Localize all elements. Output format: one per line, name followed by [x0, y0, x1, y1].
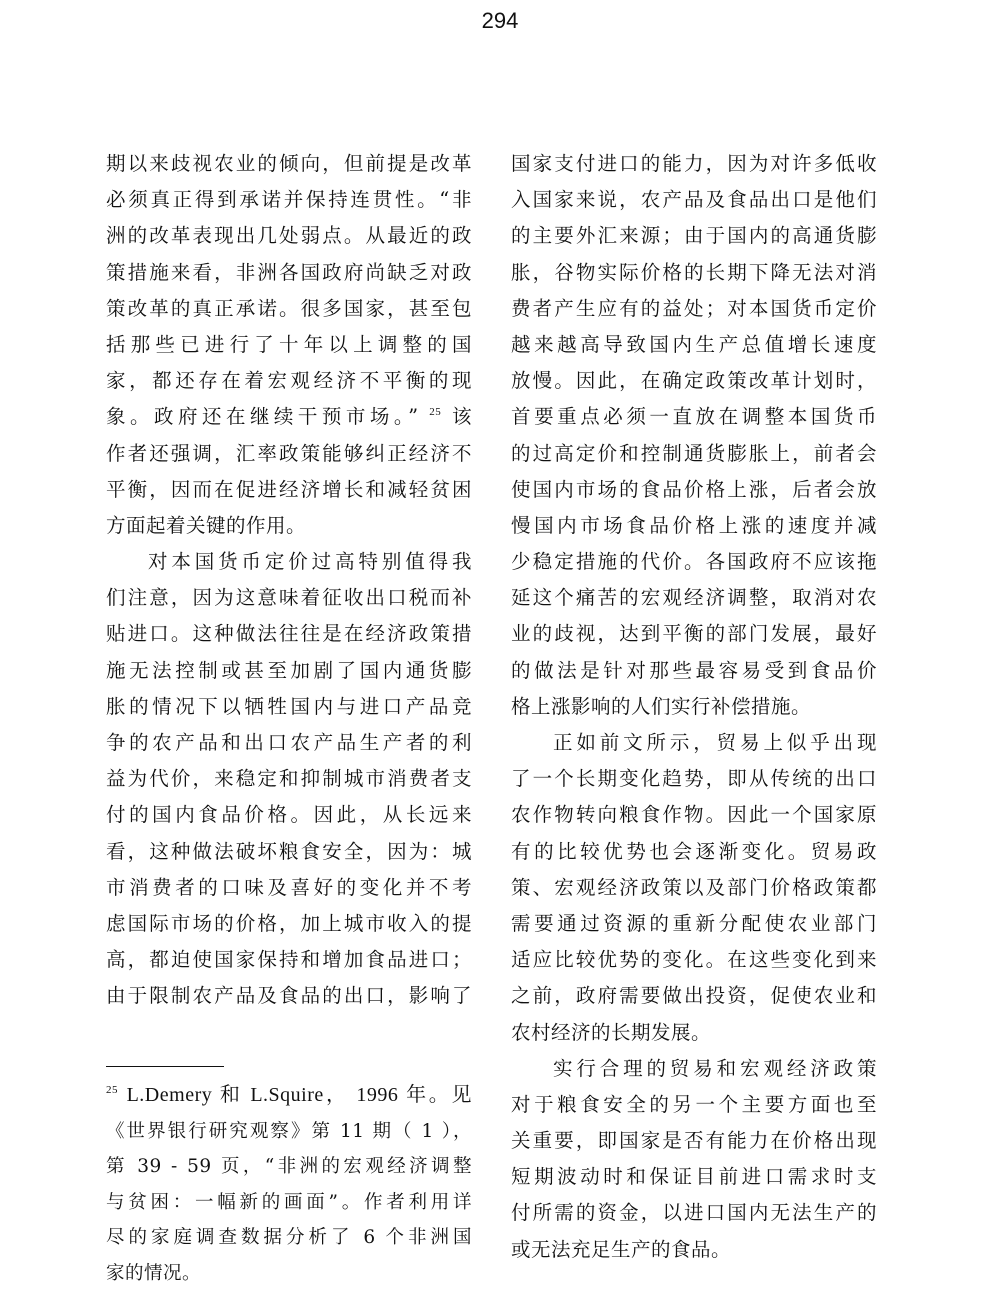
footnote-line: 与贫困：一幅新的画面”。作者利用详	[106, 1191, 472, 1213]
footnote-line: 第 39 - 59 页，“非洲的宏观经济调整	[106, 1156, 472, 1178]
text-line: 看，这种做法破坏粮食安全，因为：城	[106, 839, 472, 863]
text-line: 贴进口。这种做法往往是在经济政策措	[106, 622, 472, 646]
text-line: 放慢。因此，在确定政策改革计划时，	[511, 369, 877, 393]
text-line: 的做法是针对那些最容易受到食品价	[511, 658, 877, 682]
text-line: 虑国际市场的价格，加上城市收入的提	[106, 911, 472, 935]
text-line: 胀，谷物实际价格的长期下降无法对消	[511, 260, 877, 284]
text-line: 括那些已进行了十年以上调整的国	[106, 332, 472, 356]
paragraph-start-line: 正如前文所示，贸易上似乎出现	[553, 731, 877, 754]
text-line: 业的歧视，达到平衡的部门发展，最好	[511, 622, 877, 646]
text-line: 平衡，因而在促进经济增长和减轻贫困	[106, 477, 472, 501]
text-line: 市消费者的口味及喜好的变化并不考	[106, 875, 472, 899]
text-line: 的主要外汇来源；由于国内的高通货膨	[511, 224, 877, 248]
paragraph-start-line: 实行合理的贸易和宏观经济政策	[553, 1056, 877, 1080]
text-line: 格上涨影响的人们实行补偿措施。	[511, 694, 812, 718]
text-line: 了一个长期变化趋势，即从传统的出口	[511, 767, 877, 791]
left-column	[106, 146, 472, 1015]
text-line: 或无法充足生产的食品。	[511, 1237, 732, 1261]
text-line: 需要通过资源的重新分配使农业部门	[511, 911, 877, 935]
text-line: 胀的情况下以牺牲国内与进口产品竞	[106, 694, 472, 718]
footnote-line: 《世界银行研究观察》第 11 期（ 1 ），	[106, 1120, 472, 1142]
text-line: 必须真正得到承诺并保持连贯性。“非	[106, 188, 472, 212]
page-number: 294	[481, 8, 519, 33]
text-line: 费者产生应有的益处；对本国货币定价	[511, 296, 877, 320]
footnote-reference[interactable]: 25	[429, 406, 442, 419]
text-line: 对于粮食安全的另一个主要方面也至	[511, 1092, 877, 1116]
text-line: 期以来歧视农业的倾向，但前提是改革	[106, 152, 472, 175]
text-line: 短期波动时和保证目前进口需求时支	[511, 1165, 877, 1189]
footnote-line: 尽的家庭调查数据分析了 6 个非洲国	[106, 1227, 472, 1249]
text-line: 国家支付进口的能力，因为对许多低收	[511, 152, 877, 175]
text-line: 延这个痛苦的宏观经济调整，取消对农	[511, 586, 877, 610]
text-line: 慢国内市场食品价格上涨的速度并减	[511, 513, 877, 537]
footnote	[106, 1078, 472, 1292]
text-line: 付所需的资金，以进口国内无法生产的	[511, 1201, 877, 1225]
text-segment: 该	[452, 405, 472, 429]
text-line: 由于限制农产品及食品的出口，影响了	[106, 984, 472, 1008]
text-line: 策措施来看，非洲各国政府尚缺乏对政	[106, 260, 472, 284]
text-line: 有的比较优势也会逐渐变化。贸易政	[511, 839, 877, 863]
text-line: 家，都还存在着宏观经济不平衡的现	[106, 369, 472, 393]
footnote-line: 家的情况。	[106, 1262, 202, 1284]
text-line: 首要重点必须一直放在调整本国货币	[511, 405, 877, 429]
text-line: 高，都迫使国家保持和增加食品进口；	[106, 948, 472, 972]
text-line: 方面起着关键的作用。	[106, 513, 307, 537]
footnote-line	[106, 1078, 472, 1114]
text-line: 付的国内食品价格。因此，从长远来	[106, 803, 472, 827]
text-line: 入国家来说，农产品及食品出口是他们	[511, 188, 877, 212]
footnote-citation: L.Demery 和 L.Squire， 1996 年。见	[126, 1084, 472, 1106]
text-segment: 象。政府还在继续干预市场。”	[106, 405, 419, 429]
footnote-divider	[106, 1066, 224, 1067]
text-line: 策改革的真正承诺。很多国家，甚至包	[106, 296, 472, 320]
text-line: 争的农产品和出口农产品生产者的利	[106, 731, 472, 754]
text-line: 的过高定价和控制通货膨胀上，前者会	[511, 441, 877, 465]
text-line: 洲的改革表现出几处弱点。从最近的政	[106, 224, 472, 248]
paragraph-start-line: 对本国货币定价过高特别值得我	[148, 550, 472, 574]
text-line: 们注意，因为这意味着征收出口税而补	[106, 586, 472, 610]
right-column	[511, 146, 877, 1268]
text-line: 越来越高导致国内生产总值增长速度	[511, 332, 877, 356]
text-line: 施无法控制或甚至加剧了国内通货膨	[106, 658, 472, 682]
text-line: 适应比较优势的变化。在这些变化到来	[511, 948, 877, 972]
text-line: 关重要，即国家是否有能力在价格出现	[511, 1129, 877, 1153]
text-line: 农作物转向粮食作物。因此一个国家原	[511, 803, 877, 827]
text-line: 少稳定措施的代价。各国政府不应该拖	[511, 550, 877, 574]
text-line: 之前，政府需要做出投资，促使农业和	[511, 984, 877, 1008]
text-line: 作者还强调，汇率政策能够纠正经济不	[106, 441, 472, 465]
footnote-number: 25	[106, 1084, 118, 1096]
text-line: 农村经济的长期发展。	[511, 1020, 712, 1044]
text-line: 使国内市场的食品价格上涨，后者会放	[511, 477, 877, 501]
text-line: 益为代价，来稳定和抑制城市消费者支	[106, 767, 472, 791]
text-line-with-footnote-ref	[106, 399, 472, 435]
text-line: 策、宏观经济政策以及部门价格政策都	[511, 875, 877, 899]
